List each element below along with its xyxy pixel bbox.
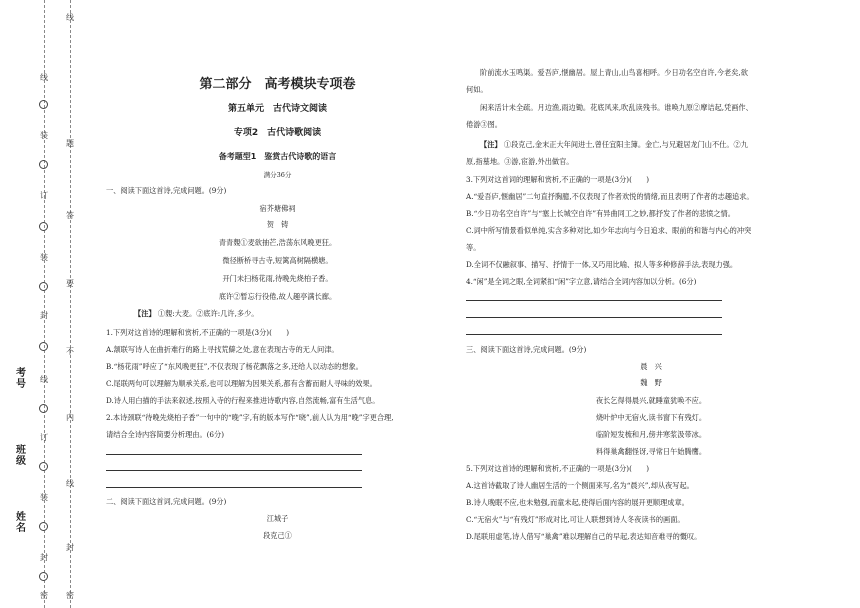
question-1: 1.下列对这首诗的理解和赏析,不正确的一项是(3分)( ) bbox=[106, 328, 290, 337]
poem-text: 闲来活计未全疏。月边渔,雨边锄。花底风来,吹乱读残书。谁唤九原②摩诘起,凭画作、 bbox=[480, 103, 753, 112]
note-label: 【注】 bbox=[134, 309, 156, 318]
hole-circle-icon bbox=[39, 100, 48, 109]
poem-author: 魏 野 bbox=[640, 378, 662, 387]
poem-text: 阶前流水玉鸣渠。爱吾庐,惬幽居。屋上青山,山鸟喜相呼。少日功名空自许,今老矣,欲 bbox=[480, 68, 748, 77]
binding-char: 装 bbox=[40, 253, 48, 262]
note-label: 【注】 bbox=[480, 140, 502, 149]
binding-char: 不 bbox=[66, 347, 74, 356]
option-c: C.词中所写情景看似单纯,实含多种对比,如少年志向与今日追求、眼前的和谐与内心的冲突 bbox=[466, 226, 752, 235]
binding-char: 密 bbox=[40, 591, 48, 600]
dashed-cut-line bbox=[44, 0, 45, 608]
class-label: 班级 bbox=[16, 445, 26, 467]
poem-line: 烧叶炉中无宿火,读书窗下有残灯。 bbox=[595, 413, 707, 422]
poem-title: 晨 兴 bbox=[640, 362, 662, 371]
poem-line: 料得巢禽翻怪讶,寻常日午始腾鹰。 bbox=[595, 447, 707, 456]
section-one-header: 一、阅读下面这首诗,完成问题。(9分) bbox=[106, 186, 227, 195]
binding-char: 线 bbox=[40, 375, 48, 384]
binding-char: 线 bbox=[40, 73, 48, 82]
binding-char: 订 bbox=[40, 433, 48, 442]
option-b: B.“杨花雨”呼应了“东风晚更狂”,不仅表现了杨花飘落之多,还给人以动态的想象。 bbox=[106, 362, 363, 371]
name-label: 姓名 bbox=[16, 512, 26, 534]
answer-line[interactable] bbox=[466, 317, 722, 318]
hole-circle-icon bbox=[39, 522, 48, 531]
answer-line[interactable] bbox=[466, 334, 722, 335]
option-c: C.尾联两句可以理解为顺承关系,也可以理解为因果关系,都有含蓄而耐人寻味的效果。 bbox=[106, 379, 377, 388]
answer-line[interactable] bbox=[106, 454, 362, 455]
hole-circle-icon bbox=[39, 404, 48, 413]
hole-circle-icon bbox=[39, 160, 48, 169]
poem-text: 倦游③图。 bbox=[466, 120, 502, 129]
question-2-line2: 请结合全诗内容简要分析理由。(6分) bbox=[106, 430, 224, 439]
binding-char: 封 bbox=[40, 553, 48, 562]
binding-char: 要 bbox=[66, 279, 74, 288]
binding-char: 密 bbox=[66, 591, 74, 600]
option-d: D.诗人用白描的手法来叙述,按照入寺的行程来推进诗歌内容,自然流畅,富有生活气息。 bbox=[106, 396, 380, 405]
binding-char: 内 bbox=[66, 413, 74, 422]
option-a: A.颔联写诗人在曲折难行的路上寻找荒僻之处,意在表现古寺的无人问津。 bbox=[106, 345, 339, 354]
binding-char: 线 bbox=[66, 479, 74, 488]
hole-circle-icon bbox=[39, 342, 48, 351]
poem-line: 临阶短发梳和月,傍井寒浆汲带冰。 bbox=[595, 430, 707, 439]
binding-char: 装 bbox=[40, 493, 48, 502]
option-d: D.全词不仅融叙事、描写、抒情于一体,又巧用比喻、拟人等多种修辞手法,表现力强。 bbox=[466, 260, 738, 269]
unit-title: 第五单元 古代诗文阅读 bbox=[227, 104, 327, 114]
question-2-line1: 2.本诗颈联“待晚先烧柏子香”一句中的“晚”字,有的版本写作“晓”,前人认为用“晚”字更合理, bbox=[106, 413, 394, 422]
poem-title: 江城子 bbox=[266, 514, 289, 523]
binding-char: 订 bbox=[40, 191, 48, 200]
option-b: B.诗人晚眠不应,也未勉强,而童未起,使得后面内容的展开更顺理成章。 bbox=[466, 498, 689, 507]
question-5: 5.下列对这首诗的理解和赏析,不正确的一项是(3分)( ) bbox=[466, 464, 650, 473]
question-3: 3.下列对这首词的理解和赏析,不正确的一项是(3分)( ) bbox=[466, 175, 650, 184]
binding-margin bbox=[0, 0, 96, 608]
dashed-cut-line-inner bbox=[70, 0, 71, 608]
hole-circle-icon bbox=[39, 282, 48, 291]
poem-title: 宿芥塘佛祠 bbox=[259, 204, 296, 213]
poem-line: 微径断桥寻古寺,短篱高树隔横塘。 bbox=[222, 256, 333, 265]
binding-char: 封 bbox=[40, 311, 48, 320]
question-type-title: 备考题型1 鉴赏古代诗歌的语言 bbox=[218, 152, 337, 161]
part-title: 第二部分 高考模块专项卷 bbox=[199, 77, 356, 92]
full-score: 满分36分 bbox=[263, 171, 292, 179]
section-three-header: 三、阅读下面这首诗,完成问题。(9分) bbox=[466, 345, 587, 354]
option-c-cont: 等。 bbox=[466, 243, 481, 252]
note-text: ①段克己,金末正大年间进士,曾任宜阳主簿。金亡,与兄避居龙门山不仕。②九 bbox=[503, 140, 748, 149]
answer-line[interactable] bbox=[106, 470, 362, 471]
poem-line: 夜长乞得得晨兴,就睡童犹唤不应。 bbox=[595, 396, 707, 405]
question-4: 4.“闲”是全词之眼,全词紧扣“闲”字立意,请结合全词内容加以分析。(6分) bbox=[466, 277, 697, 286]
binding-char: 封 bbox=[66, 543, 74, 552]
note-text: 原,指墓地。③游,宦游,外出做官。 bbox=[466, 157, 574, 166]
note-block bbox=[134, 309, 258, 319]
poem-author: 贺 铸 bbox=[266, 220, 289, 229]
note-block bbox=[480, 140, 748, 150]
hole-circle-icon bbox=[39, 222, 48, 231]
hole-circle-icon bbox=[39, 572, 48, 581]
option-c: C.“无宿火”与“有残灯”形成对比,可让人联想到诗人冬夜读书的画面。 bbox=[466, 515, 685, 524]
answer-line[interactable] bbox=[466, 300, 722, 301]
option-d: D.尾联用虚笔,诗人借写“巢禽”难以理解自己的早起,表达知音难寻的慨叹。 bbox=[466, 532, 702, 541]
poem-line: 开门未扫杨花雨,待晚先烧柏子香。 bbox=[222, 274, 333, 283]
poem-author: 段克己① bbox=[263, 531, 292, 540]
binding-char: 装 bbox=[40, 131, 48, 140]
option-a: A.“爱吾庐,惬幽居”二句直抒胸臆,不仅表现了作者欢悦的情绪,而且表明了作者的志趣追求。 bbox=[466, 192, 754, 201]
binding-char: 题 bbox=[66, 139, 74, 148]
exam-number-label: 考号 bbox=[16, 368, 26, 390]
section-two-header: 二、阅读下面这首词,完成问题。(9分) bbox=[106, 497, 227, 506]
poem-line: 青青麲①麦欲抽芒,浩荡东风晚更狂。 bbox=[218, 238, 337, 247]
option-a: A.这首诗截取了诗人幽居生活的一个侧面来写,名为“晨兴”,却从夜写起。 bbox=[466, 481, 694, 490]
poem-text: 何如。 bbox=[466, 85, 488, 94]
note-text: ①麲:大麦。②底许:几许,多少。 bbox=[157, 309, 259, 318]
answer-line[interactable] bbox=[106, 487, 362, 488]
binding-char: 答 bbox=[66, 211, 74, 220]
topic-title: 专项2 古代诗歌阅读 bbox=[233, 128, 322, 138]
hole-circle-icon bbox=[39, 462, 48, 471]
poem-line: 底许②暂忘行役倦,故人趣亭满长廊。 bbox=[218, 292, 337, 301]
option-b: B.“少日功名空自许”与“塞上长城空自许”有异曲同工之妙,都抒发了作者的悲愤之情。 bbox=[466, 209, 735, 218]
binding-char: 线 bbox=[66, 13, 74, 22]
